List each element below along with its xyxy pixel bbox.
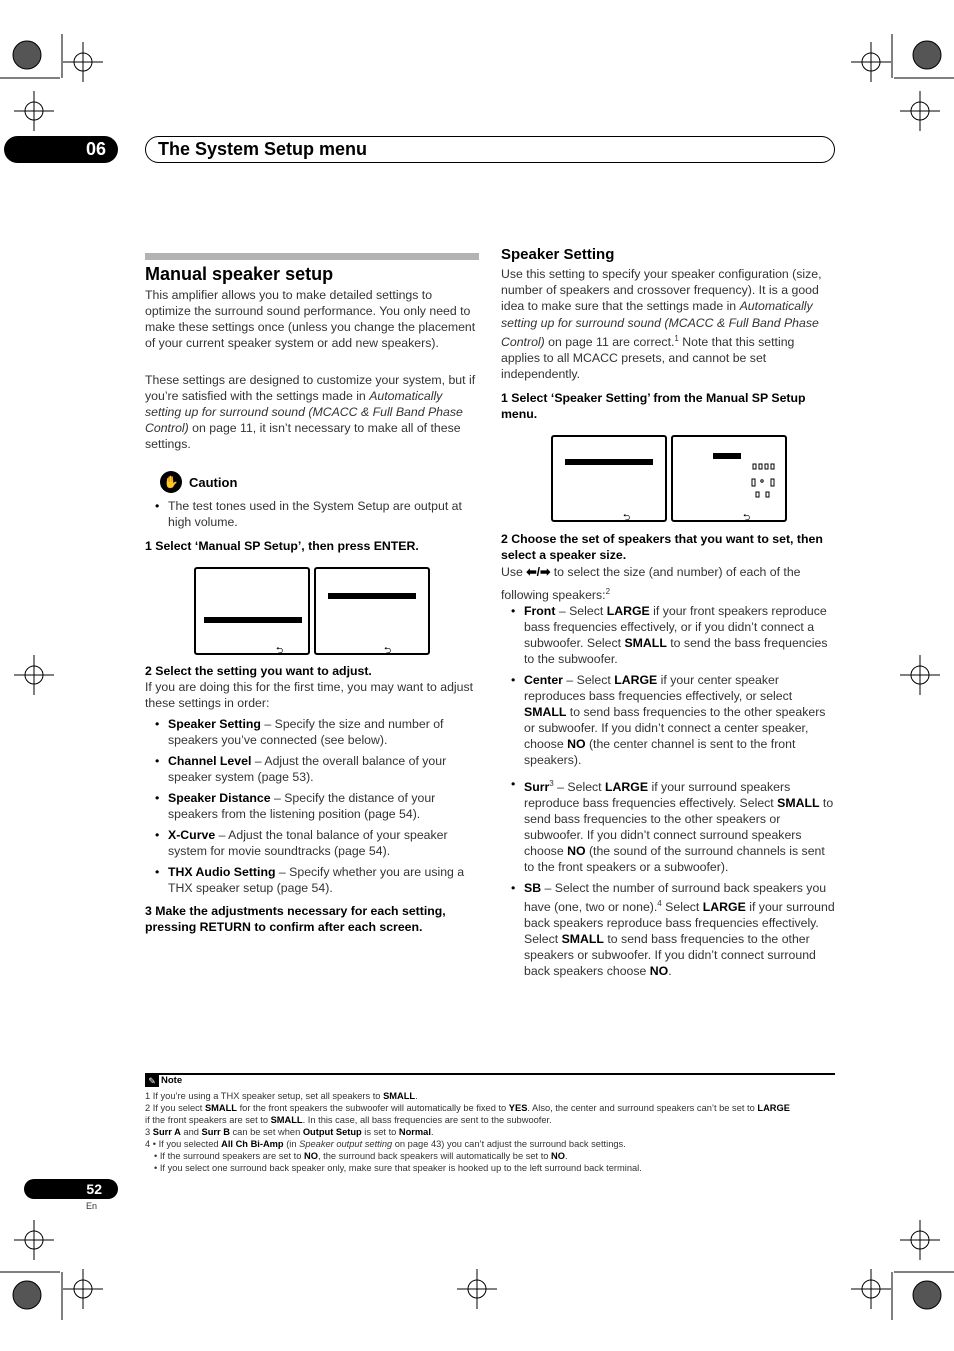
section-rule bbox=[145, 253, 479, 260]
return-icon: ⮌ bbox=[276, 645, 284, 655]
footnote-3: 3 Surr A and Surr B can be set when Output Setup is set to Normal. bbox=[145, 1127, 434, 1137]
speaker-list bbox=[501, 603, 836, 984]
step-1-left: 1 Select ‘Manual SP Setup’, then press ENTER. bbox=[145, 539, 419, 553]
osd-screen-mcacc-menu bbox=[194, 567, 310, 655]
step-1-right: 1 Select ‘Speaker Setting’ from the Manual SP Setup menu. bbox=[501, 391, 806, 421]
speaker-setting-intro: Use this setting to specify your speaker configuration (size, number of speakers and crossover frequency). It is a good idea to make sure that the settings made in Automatically setting up for surround sound (MCACC & Full Band Phase Control) on page 11 are correct.$^1$ Note that this setting applies to all MCACC presets, and cannot be set independently. bbox=[501, 267, 822, 382]
step-2-left: 2 Select the setting you want to adjust. bbox=[145, 664, 372, 678]
footnote-2-cont: if the front speakers are set to SMALL. In this case, all bass frequencies are sent to the subwoofer. bbox=[145, 1115, 552, 1125]
list-item: • THX Audio Setting – Specify whether you are using a THX speaker setup (page 54). bbox=[145, 864, 480, 896]
footnote-4c: • If you select one surround back speaker only, make sure that speaker is hooked up to the left surround back terminal. bbox=[154, 1163, 642, 1173]
step-2-right-text: Use ⬅/➡ to select the size (and number) of each of the following speakers:$^2$ bbox=[501, 565, 801, 603]
return-icon: ⮌ bbox=[623, 512, 631, 522]
list-item-sb: • SB – Select the number of surround back speakers you have (one, two or none).$^4$ Select LARGE if your surround back speakers reproduce bass frequencies effectively. Select SMALL to send bass frequencies to the other speakers or subwoofer. If you didn’t connect surround back speakers choose NO. bbox=[501, 880, 836, 979]
osd-screen-manual-sp-setup bbox=[314, 567, 430, 655]
list-item: • Speaker Distance – Specify the distance of your speakers from the listening position (page 54). bbox=[145, 790, 480, 822]
footnote-4: 4 • If you selected All Ch Bi-Amp (in Speaker output setting on page 43) you can’t adjust the surround back settings. bbox=[145, 1139, 626, 1149]
list-item: • Channel Level – Adjust the overall balance of your speaker system (page 53). bbox=[145, 753, 480, 785]
speaker-layout-icon bbox=[749, 461, 779, 501]
chapter-number-tab: 06 bbox=[4, 136, 118, 163]
arrow-keys-icon: ⬅/➡ bbox=[526, 565, 551, 579]
list-item: • X-Curve – Adjust the tonal balance of your speaker system for movie soundtracks (page 54). bbox=[145, 827, 480, 859]
list-item-center: • Center – Select LARGE if your center speaker reproduces bass frequencies effectively, or select SMALL to send bass frequencies to the other speakers or subwoofer. If you didn’t connect a center speaker, choose NO (the center channel is sent to the front speakers). bbox=[501, 672, 836, 768]
intro-paragraph-2: These settings are designed to customize your system, but if you’re satisfied with the settings made in Automatically setting up for surround sound (MCACC & Full Band Phase Control) on page 11, it isn’t necessary to make all of these settings. bbox=[145, 373, 476, 451]
list-item-front: • Front – Select LARGE if your front speakers reproduce bass frequencies effectively, or if you didn’t connect a subwoofer. Select SMALL to send the bass frequencies to the subwoofer. bbox=[501, 603, 836, 667]
language-code: En bbox=[86, 1201, 98, 1211]
return-icon: ⮌ bbox=[743, 512, 751, 522]
settings-list bbox=[145, 716, 480, 901]
step-2-right: 2 Choose the set of speakers that you want to set, then select a speaker size. bbox=[501, 532, 823, 562]
pencil-icon: ✎ bbox=[145, 1075, 159, 1087]
footnotes bbox=[145, 1090, 840, 1174]
step-2-text: If you are doing this for the first time, you may want to adjust these settings in order: bbox=[145, 680, 474, 710]
list-item: • Speaker Setting – Specify the size and number of speakers you’ve connected (see below). bbox=[145, 716, 480, 748]
note-rule bbox=[145, 1073, 835, 1075]
return-icon: ⮌ bbox=[384, 645, 392, 655]
page-number: 52 bbox=[24, 1179, 118, 1199]
osd-screen-speaker-setting bbox=[671, 435, 787, 522]
step-3-left: 3 Make the adjustments necessary for each setting, pressing RETURN to confirm after each screen. bbox=[145, 904, 446, 934]
caution-title: Caution bbox=[189, 475, 238, 490]
subsection-title: Speaker Setting bbox=[501, 246, 615, 263]
intro-paragraph-1: This amplifier allows you to make detailed settings to optimize the surround sound performance. You only need to make these settings once (unless you change the placement of your current speaker system or add new speakers). bbox=[145, 288, 476, 350]
osd-screen-manual-sp-setup-selected bbox=[551, 435, 667, 522]
footnote-4b: • If the surround speakers are set to NO, the surround back speakers will automatically be set to NO. bbox=[154, 1151, 568, 1161]
caution-item: • The test tones used in the System Setup are output at high volume. bbox=[145, 498, 480, 530]
list-item-surr: • Surr$^3$ – Select LARGE if your surround speakers reproduce bass frequencies effectively. Select SMALL to send bass frequencies to the other speakers or subwoofer. If you didn’t connect surround speakers choose NO (the sound of the surround channels is sent to the front speakers or a subwoofer). bbox=[501, 776, 836, 875]
footnote-2: 2 If you select SMALL for the front speakers the subwoofer will automatically be fixed to YES. Also, the center and surround speakers can’t be set to LARGE bbox=[145, 1103, 790, 1113]
note-title: Note bbox=[161, 1075, 183, 1086]
hand-icon: ✋ bbox=[160, 471, 182, 493]
footnote-1: 1 If you’re using a THX speaker setup, set all speakers to SMALL. bbox=[145, 1091, 418, 1101]
caution-list bbox=[145, 498, 480, 535]
section-title: Manual speaker setup bbox=[145, 264, 334, 284]
chapter-title-bar: The System Setup menu bbox=[145, 136, 835, 163]
